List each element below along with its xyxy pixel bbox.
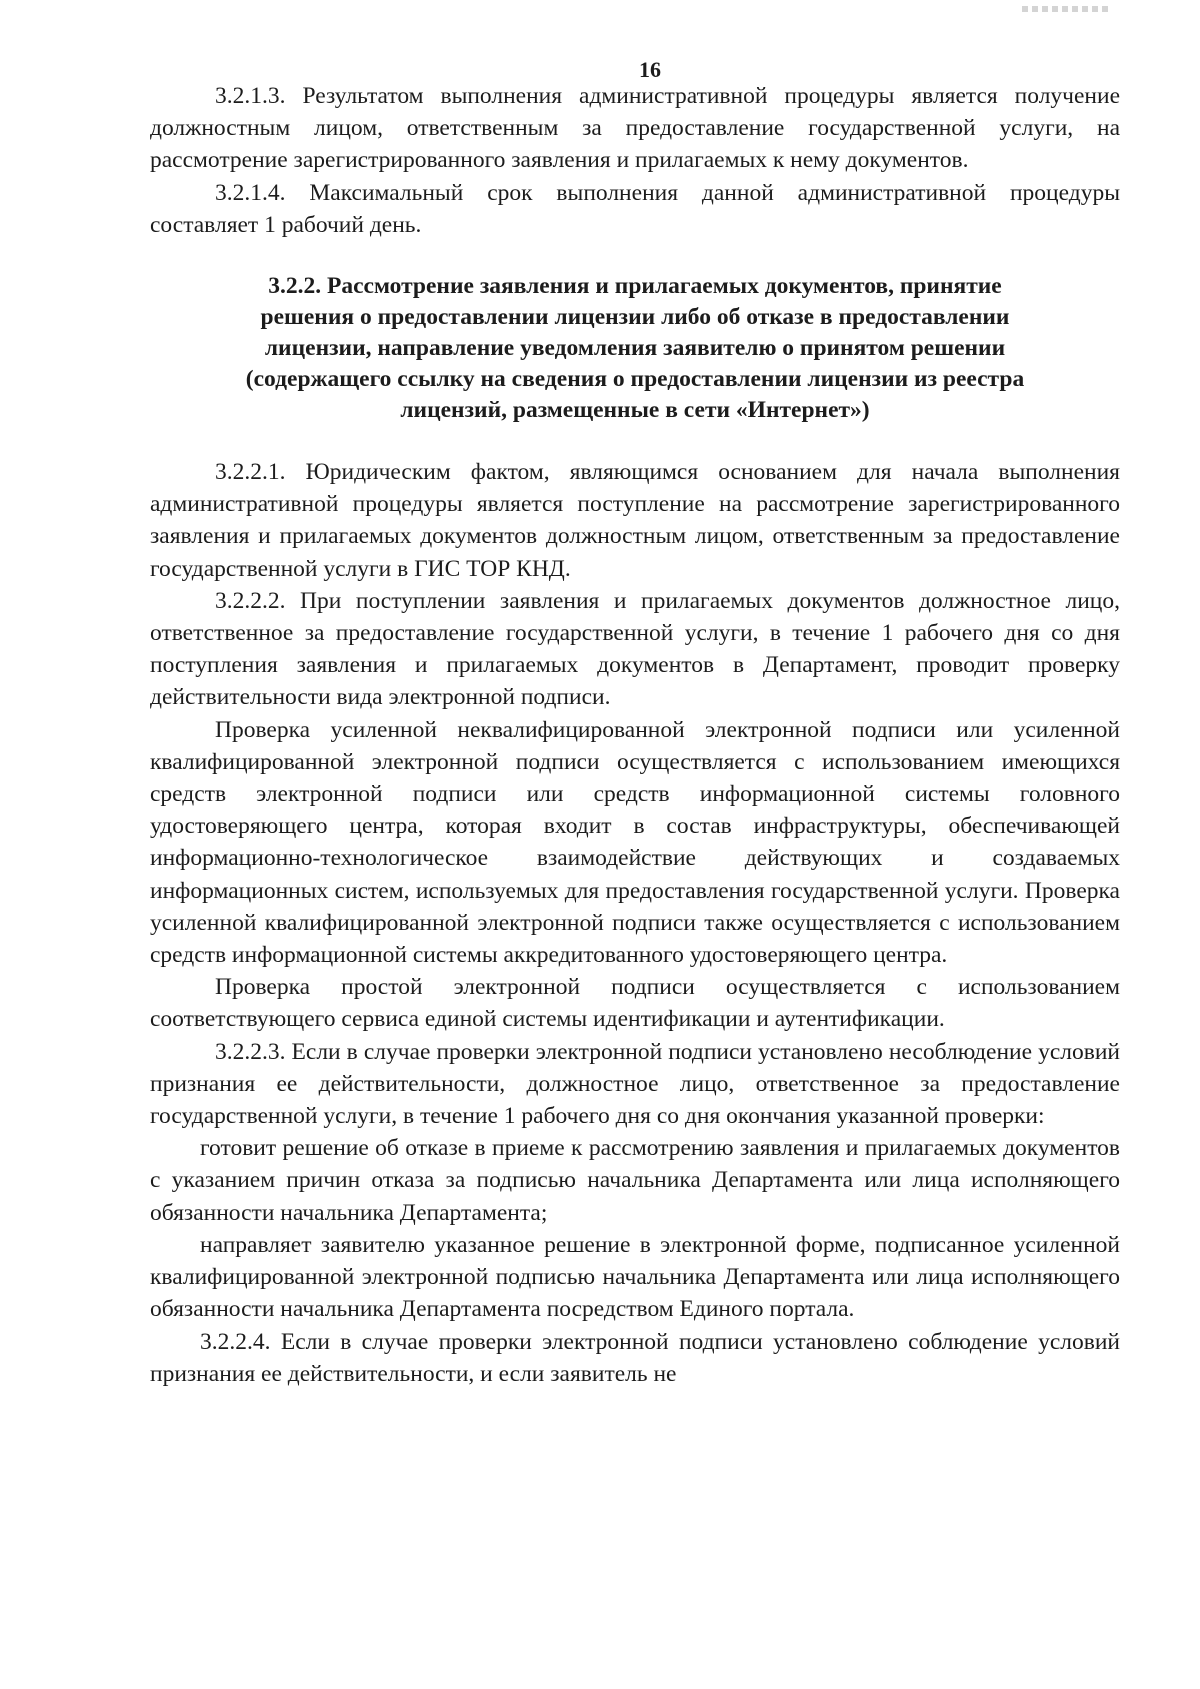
paragraph-3-2-1-4: 3.2.1.4. Максимальный срок выполнения данной административной процедуры составляет 1 рабочий день.: [150, 179, 1120, 238]
paragraph-3-2-2-3: 3.2.2.3. Если в случае проверки электронной подписи установлено несоблюдение условий признания ее действительности, должностное лицо, ответственное за предоставление государственной услуги, в течение 1 рабочего дня со дня окончания указанной проверки:: [150, 1038, 1120, 1130]
paragraph-3-2-2-2: 3.2.2.2. При поступлении заявления и прилагаемых документов должностное лицо, ответственное за предоставление государственной услуги, в течение 1 рабочего дня со дня поступления заявления и прилагаемых документов в Департамент, проводит проверку действительности вида электронной подписи.: [150, 587, 1120, 711]
paragraph-3-2-1-3: 3.2.1.3. Результатом выполнения административной процедуры является получение должностным лицом, ответственным за предоставление государственной услуги, на рассмотрение зарегистрированного заявления и прилагаемых к нему документов.: [150, 83, 1120, 174]
paragraph-send-refusal: направляет заявителю указанное решение в электронной форме, подписанное усиленной квалифицированной электронной подписью начальника Департамента или лица исполняющего обязанности начальника Департамента посредством Единого портала.: [150, 1231, 1120, 1323]
page-number: 16: [639, 57, 661, 82]
paragraph-signature-check-enhanced: Проверка усиленной неквалифицированной электронной подписи или усиленной квалифицированной электронной подписи осуществляется с использованием имеющихся средств электронной подписи или средств информационной системы головного удостоверяющего центра, которая входит в состав инфраструктуры, обеспечивающей информационно-технологическое взаимодействие действующих и создаваемых информационных систем, используемых для предоставления государственной услуги. Проверка усиленной квалифицированной электронной подписи также осуществляется с использованием средств информационной системы аккредитованного удостоверяющего центра.: [150, 716, 1120, 969]
paragraph-signature-check-simple: Проверка простой электронной подписи осуществляется с использованием соответствующего сервиса единой системы идентификации и аутентификации.: [150, 974, 1120, 1033]
document-body: [150, 80, 1120, 1390]
paragraph-prepare-refusal: готовит решение об отказе в приеме к рассмотрению заявления и прилагаемых документов с указанием причин отказа за подписью начальника Департамента или лица исполняющего обязанности начальника Департамента;: [150, 1135, 1120, 1226]
heading-line: лицензии, направление уведомления заявителю о принятом решении: [264, 335, 1006, 362]
paragraph-3-2-2-4: 3.2.2.4. Если в случае проверки электронной подписи установлено соблюдение условий признания ее действительности, и если заявитель не: [150, 1328, 1120, 1387]
heading-line: решения о предоставлении лицензии либо об отказе в предоставлении: [260, 304, 1010, 331]
heading-line: 3.2.2. Рассмотрение заявления и прилагаемых документов, принятие: [268, 273, 1002, 300]
heading-line: лицензий, размещенные в сети «Интернет»): [400, 397, 870, 424]
paragraph-3-2-2-1: 3.2.2.1. Юридическим фактом, являющимся основанием для начала выполнения административной процедуры является поступление на рассмотрение зарегистрированного заявления и прилагаемых документов должностным лицом, ответственным за предоставление государственной услуги в ГИС ТОР КНД.: [150, 459, 1120, 582]
scan-artifact: [1022, 6, 1112, 12]
heading-line: (содержащего ссылку на сведения о предоставлении лицензии из реестра: [245, 366, 1025, 393]
section-heading-3-2-2: [150, 271, 1120, 426]
